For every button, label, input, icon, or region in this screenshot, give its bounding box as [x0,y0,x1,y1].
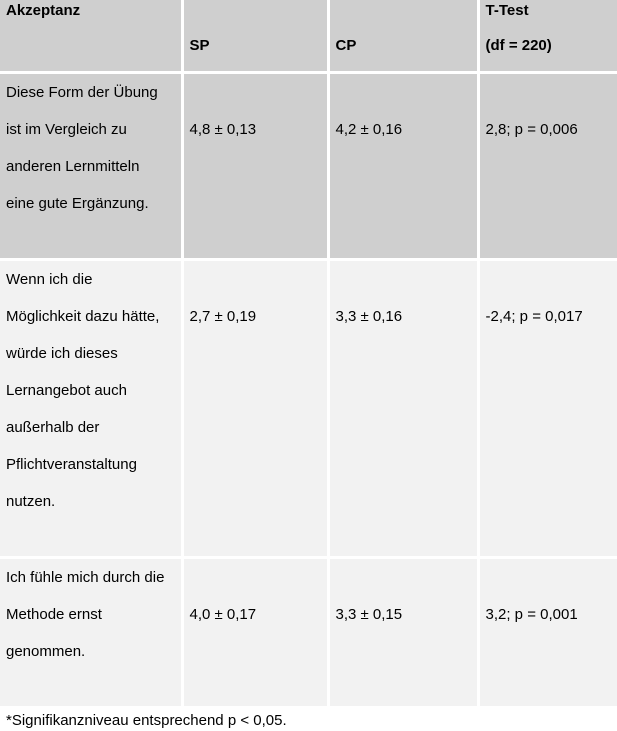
question-line: Ich fühle mich durch die [6,569,165,586]
header-ttest [478,0,617,73]
question-line: Lernangebot auch [6,382,127,399]
question-line: genommen. [6,643,86,660]
table-row [0,73,617,260]
header-akzeptanz-sub [6,22,175,35]
sp-value: 4,8 ± 0,13 [182,73,328,260]
table-body [0,73,617,708]
ttest-value: -2,4; p = 0,017 [478,260,617,558]
question-line: außerhalb der [6,419,100,436]
question-line: eine gute Ergänzung. [6,195,149,212]
header-cp [328,0,478,73]
footnote: *Signifikanzniveau entsprechend p < 0,05. [6,712,287,729]
question-cell [0,260,182,558]
ttest-value: 3,2; p = 0,001 [478,558,617,708]
question-line: Möglichkeit dazu hätte, [6,308,160,325]
header-row [0,0,617,73]
sp-value: 2,7 ± 0,19 [182,260,328,558]
question-line: Methode ernst [6,606,102,623]
question-line: ist im Vergleich zu [6,121,127,138]
question-line: Wenn ich die [6,271,93,288]
table-row [0,558,617,708]
header-ttest-df: (df = 220) [485,37,552,54]
question-cell [0,73,182,260]
header-cp-top [336,0,471,22]
question-line: nutzen. [6,493,56,510]
header-sp-top [190,0,321,22]
cp-value: 3,3 ± 0,16 [328,260,478,558]
ttest-value: 2,8; p = 0,006 [478,73,617,260]
sp-value: 4,0 ± 0,17 [182,558,328,708]
question-line: würde ich dieses [6,345,118,362]
question-line: Diese Form der Übung [6,84,158,101]
cp-value: 3,3 ± 0,15 [328,558,478,708]
question-line: Pflichtveranstaltung [6,456,137,473]
header-cp-label: CP [335,37,357,54]
header-akzeptanz [0,0,182,73]
header-sp-label: SP [189,37,210,54]
table-row [0,260,617,558]
header-sp [182,0,328,73]
table-header [0,0,617,73]
cp-value: 4,2 ± 0,16 [328,73,478,260]
header-ttest-label: T-Test [485,2,529,19]
question-cell [0,558,182,708]
question-line: anderen Lernmitteln [6,158,140,175]
header-akzeptanz-label: Akzeptanz [6,2,81,19]
